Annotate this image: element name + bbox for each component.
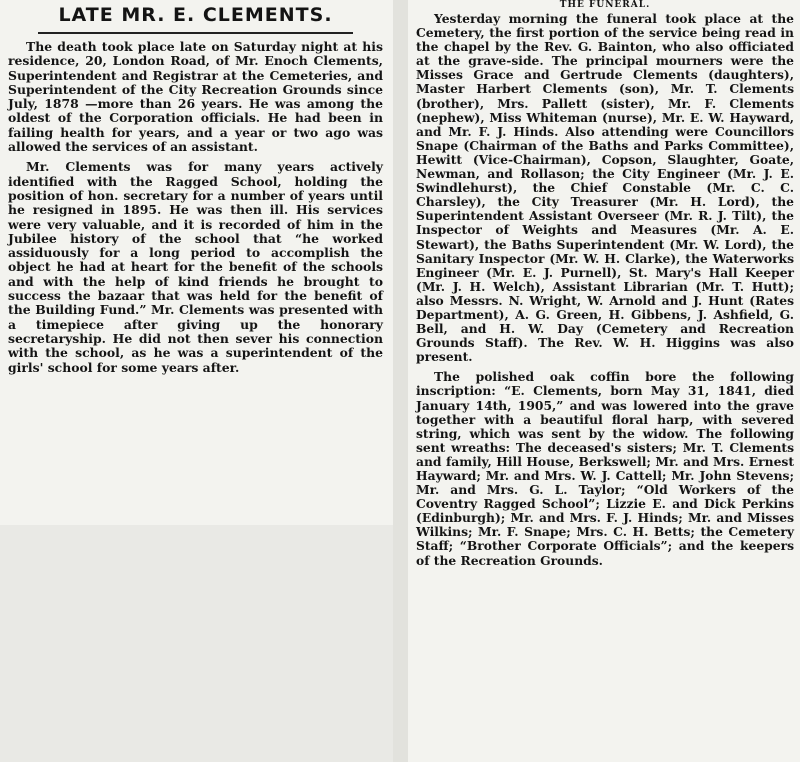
headline-rule (38, 32, 353, 34)
obituary-paragraph-1: The death took place late on Saturday night at his residence, 20, London Road, of Mr. Enoch Clements, Superintendent and Registrar at the Cemeteries, and Superintendent of the City Recreation Grounds since July, 1878 —more than 26 years. He was among the oldest of the Corporation officials. He had been in failing health for years, and a year or two ago was allowed the services of an assistant. (8, 39, 383, 155)
funeral-paragraph-1: Yesterday morning the funeral took place at the Cemetery, the first portion of the service being read in the chapel by the Rev. G. Bainton, who also officiated at the grave-side. The principal mourners were the Misses Grace and Gertrude Clements (daughters), Master Harbert Clements (son), Mr. T. Clements (brother), Mrs. Pallett (sister), Mr. F. Clements (nephew), Miss Whiteman (nurse), Mr. E. W. Hayward, and Mr. F. J. Hinds. Also attending were Councillors Snape (Chairman of the Baths and Parks Committee), Hewitt (Vice-Chairman), Copson, Slaughter, Goate, Newman, and Rollason; the City Engineer (Mr. J. E. Swindlehurst), the Chief Constable (Mr. C. C. Charsley), the City Treasurer (Mr. H. Lord), the Superintendent Assistant Overseer (Mr. R. J. Tilt), the Inspector of Weights and Measures (Mr. A. E. Stewart), the Baths Superintendent (Mr. W. Lord), the Sanitary Inspector (Mr. W. H. Clarke), the Waterworks Engineer (Mr. E. J. Purnell), St. Mary's Hall Keeper (Mr. J. H. Welch), Assistant Librarian (Mr. T. Hutt); also Messrs. N. Wright, W. Arnold and J. Hunt (Rates Department), A. G. Green, H. Gibbens, J. Ashfield, G. Bell, and H. W. Day (Cemetery and Recreation Grounds Staff). The Rev. W. H. Higgins was also present. (416, 11, 794, 365)
column-gap (393, 0, 408, 762)
headline: LATE MR. E. CLEMENTS. (58, 4, 333, 26)
left-clipping (0, 0, 393, 525)
obituary-paragraph-2: Mr. Clements was for many years actively identified with the Ragged School, holding the position of hon. secretary for a number of years until he resigned in 1895. He was then ill. His services were very valuable, and it is recorded of him in the Jubilee history of the school that “he worked assiduously for a long period to accomplish the object he had at heart for the benefit of the schools and with the help of kind friends he brought to success the bazaar that was held for the benefit of the Building Fund.” Mr. Clements was presented with a timepiece after giving up the honorary secretaryship. He did not then sever his connection with the school, as he was a superintendent of the girls' school for some years after. (8, 159, 383, 375)
funeral-subhead: THE FUNERAL. (559, 0, 651, 10)
funeral-paragraph-2: The polished oak coffin bore the following inscription: “E. Clements, born May 31, 1841, died January 14th, 1905,” and was lowered into the grave together with a beautiful floral harp, with severed string, which was sent by the widow. The following sent wreaths: The deceased's sisters; Mr. T. Clements and family, Hill House, Berkswell; Mr. and Mrs. Ernest Hayward; Mr. and Mrs. W. J. Cattell; Mr. John Stevens; Mr. and Mrs. G. L. Taylor; “Old Workers of the Coventry Ragged School”; Lizzie E. and Dick Perkins (Edinburgh); Mr. and Mrs. F. J. Hinds; Mr. and Misses Wilkins; Mr. F. Snape; Mrs. C. H. Betts; the Cemetery Staff; “Brother Corporate Officials”; and the keepers of the Recreation Grounds. (416, 369, 794, 568)
right-clipping (408, 0, 800, 762)
